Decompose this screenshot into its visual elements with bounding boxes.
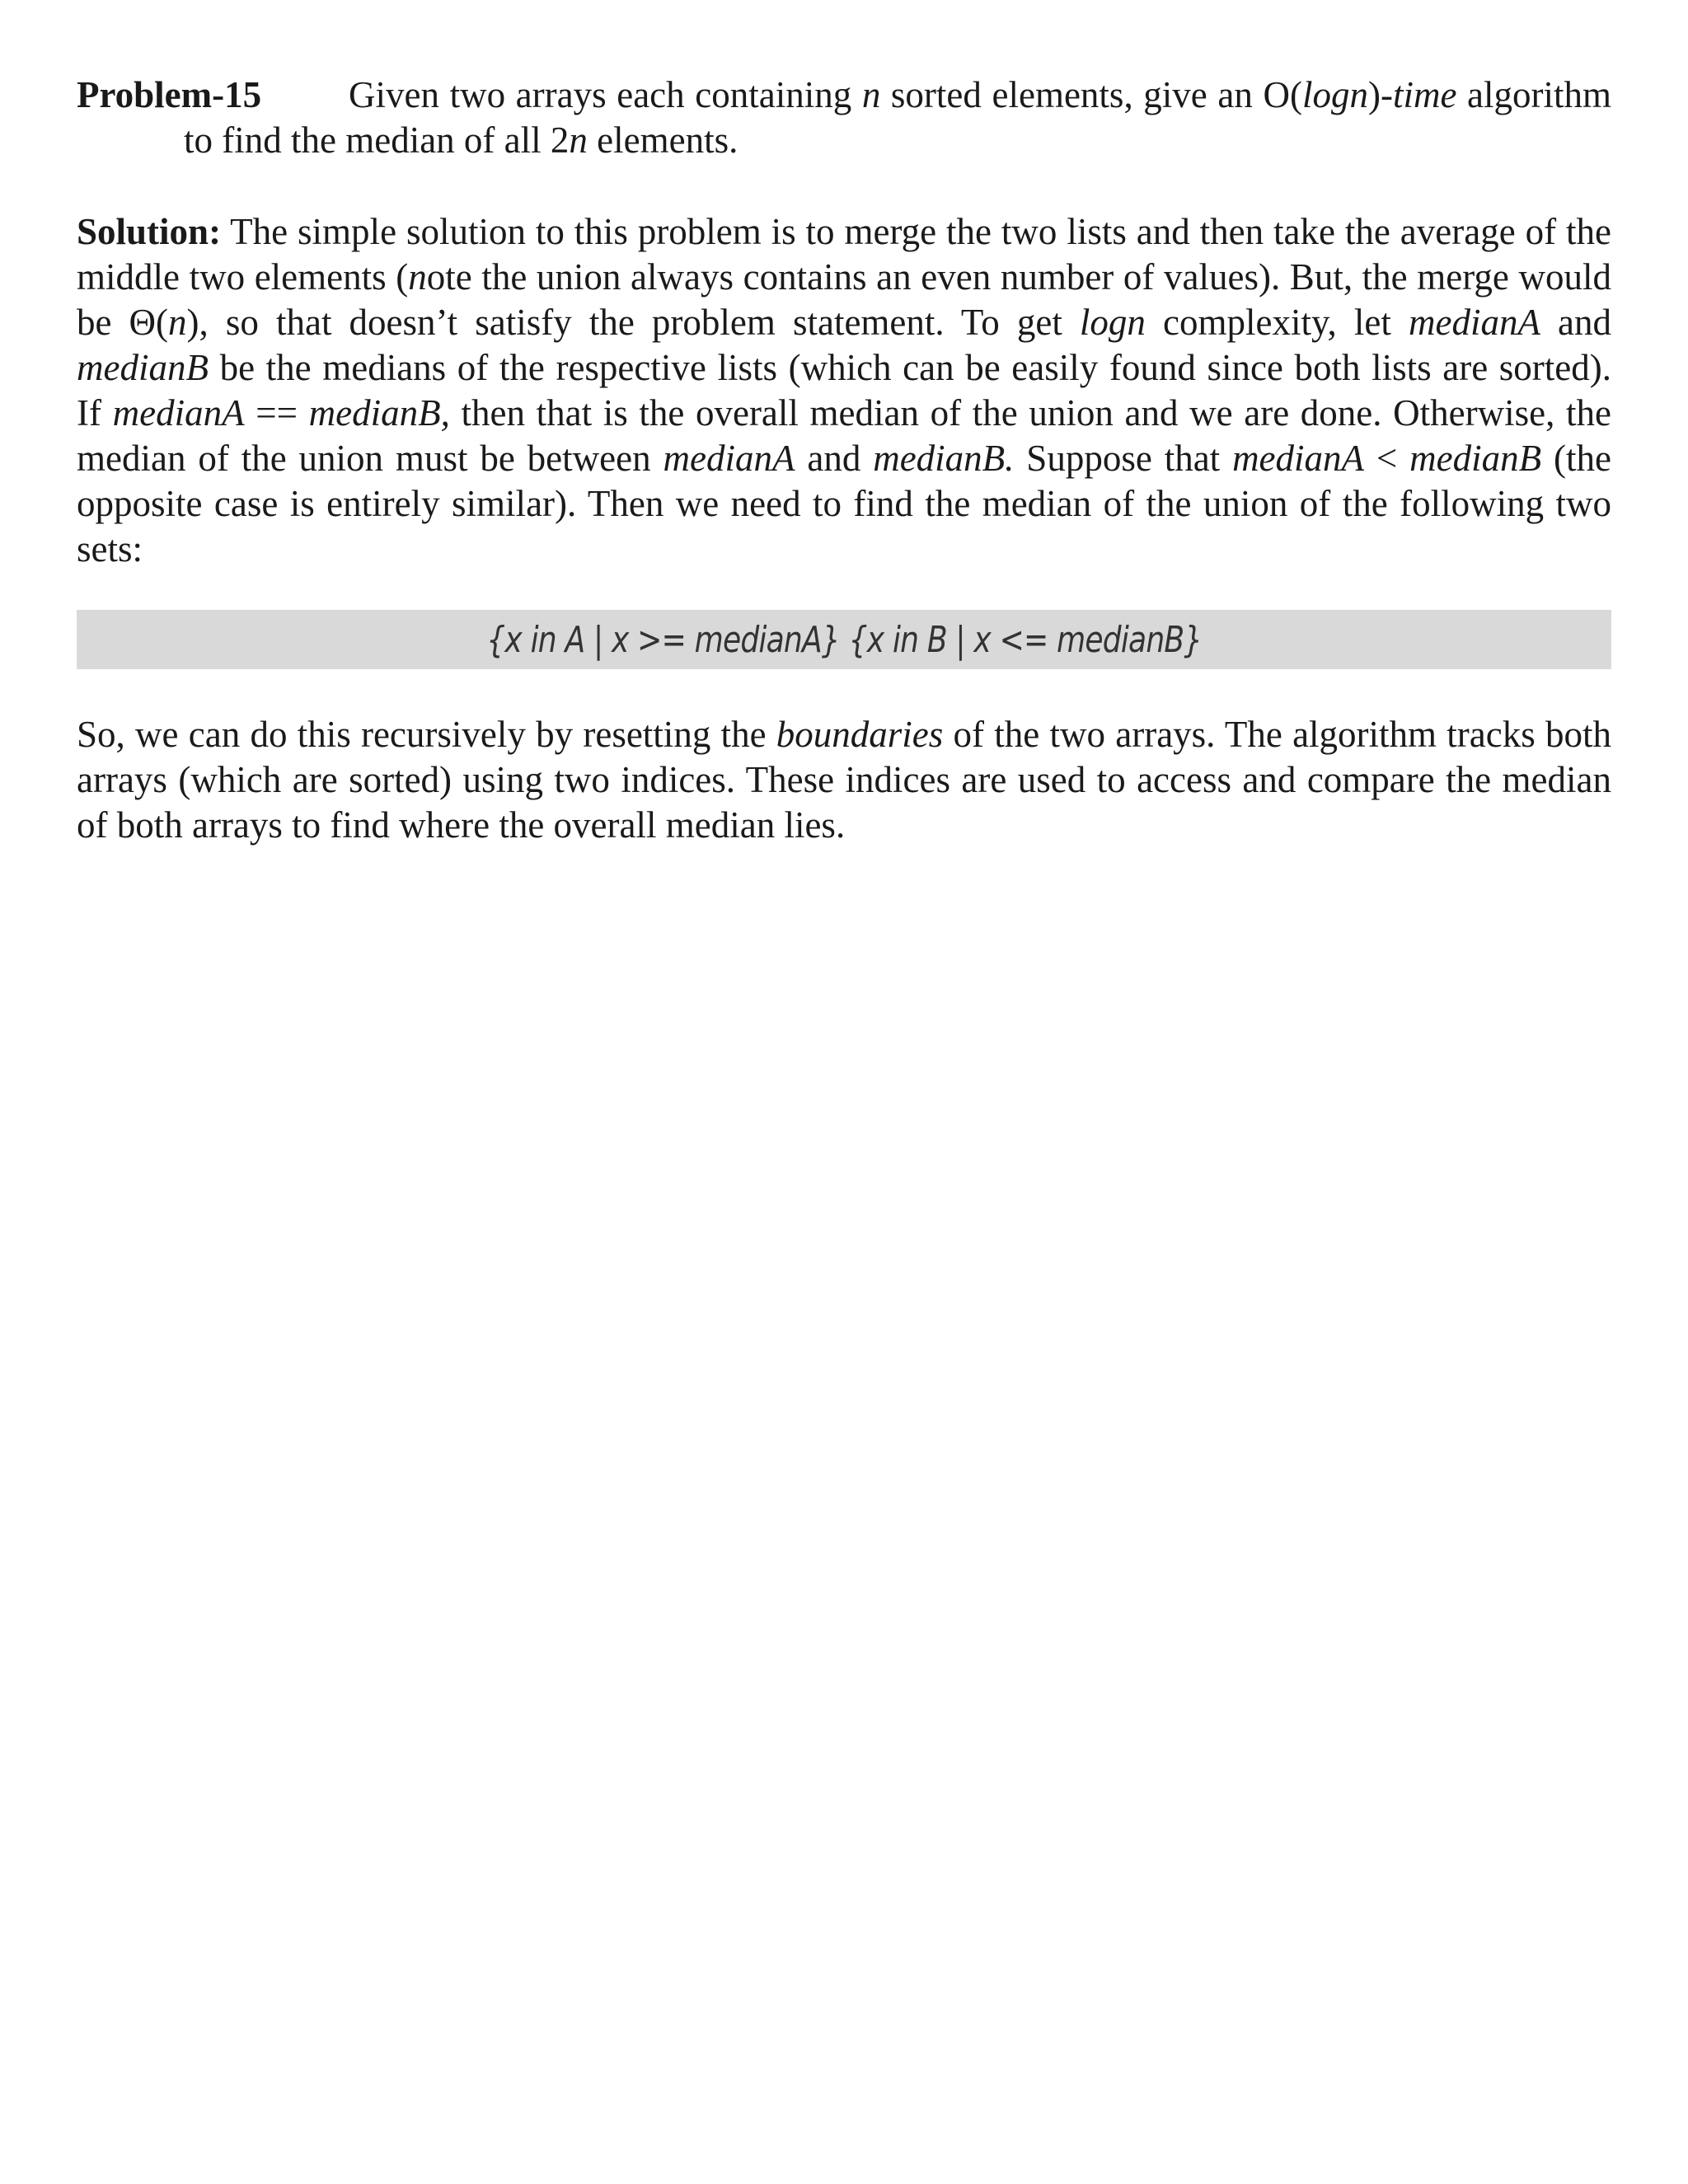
time-term: time <box>1392 74 1457 115</box>
logn-term: logn <box>1079 302 1146 343</box>
medianB-term: medianB <box>77 347 209 388</box>
solution-text: be the medians of the respective lists (which can be easily found since both lists are sorted). If <box>77 347 1611 434</box>
closing-paragraph <box>77 712 1611 848</box>
medianB-term: medianB. <box>873 438 1015 479</box>
medianA-term: medianA <box>663 438 795 479</box>
solution-text: ), so that doesn’t satisfy the problem statement. To get <box>186 302 1080 343</box>
solution-text: == <box>244 392 309 434</box>
medianB-term: medianB, <box>308 392 450 434</box>
medianB-term: medianB <box>1409 438 1542 479</box>
document-page <box>77 73 1611 848</box>
set-formula: {x in A | x >= medianA} {x in B | x <= medianB} <box>485 618 1203 661</box>
solution-text: and <box>1540 302 1611 343</box>
closing-text: So, we can do this recursively by resetting the <box>77 714 776 755</box>
problem-label: Problem-15 <box>77 74 262 115</box>
medianA-term: medianA <box>1408 302 1540 343</box>
medianA-term: medianA <box>112 392 245 434</box>
problem-text: algorithm to find the median of all 2 <box>184 74 1612 161</box>
var-n: n <box>168 302 187 343</box>
closing-text: of the two arrays. The algorithm tracks both arrays (which are sorted) using two indices. These indices are used to access and compare the median of both arrays to find where the overall median lies. <box>77 714 1611 846</box>
solution-text: (the opposite case is entirely similar). Then we need to find the median of the union of the following two sets: <box>77 438 1611 569</box>
formula-box <box>77 610 1611 669</box>
problem-text: )- <box>1367 74 1393 115</box>
medianA-term: medianA <box>1232 438 1365 479</box>
solution-paragraph <box>77 209 1611 572</box>
boundaries-term: boundaries <box>776 714 944 755</box>
problem-text: elements. <box>587 120 738 161</box>
logn-term: logn <box>1301 74 1368 115</box>
problem-text: Given two arrays each containing <box>349 74 862 115</box>
var-n: n <box>569 120 588 161</box>
solution-text: < <box>1364 438 1410 479</box>
solution-text: Suppose that <box>1014 438 1233 479</box>
solution-label: Solution: <box>77 211 222 252</box>
solution-text: ote the union always contains an even number of values). But, the merge would be Θ( <box>77 256 1611 343</box>
solution-text: then that is the overall median of the union and we are done. Otherwise, the median of the union must be between <box>77 392 1611 479</box>
problem-statement <box>77 73 1611 163</box>
solution-text: The simple solution to this problem is to merge the two lists and then take the average of the middle two elements ( <box>77 211 1611 298</box>
solution-text: complexity, let <box>1145 302 1409 343</box>
solution-text: and <box>795 438 874 479</box>
problem-text: sorted elements, give an O( <box>880 74 1302 115</box>
var-n: n <box>408 256 427 298</box>
var-n: n <box>861 74 881 115</box>
